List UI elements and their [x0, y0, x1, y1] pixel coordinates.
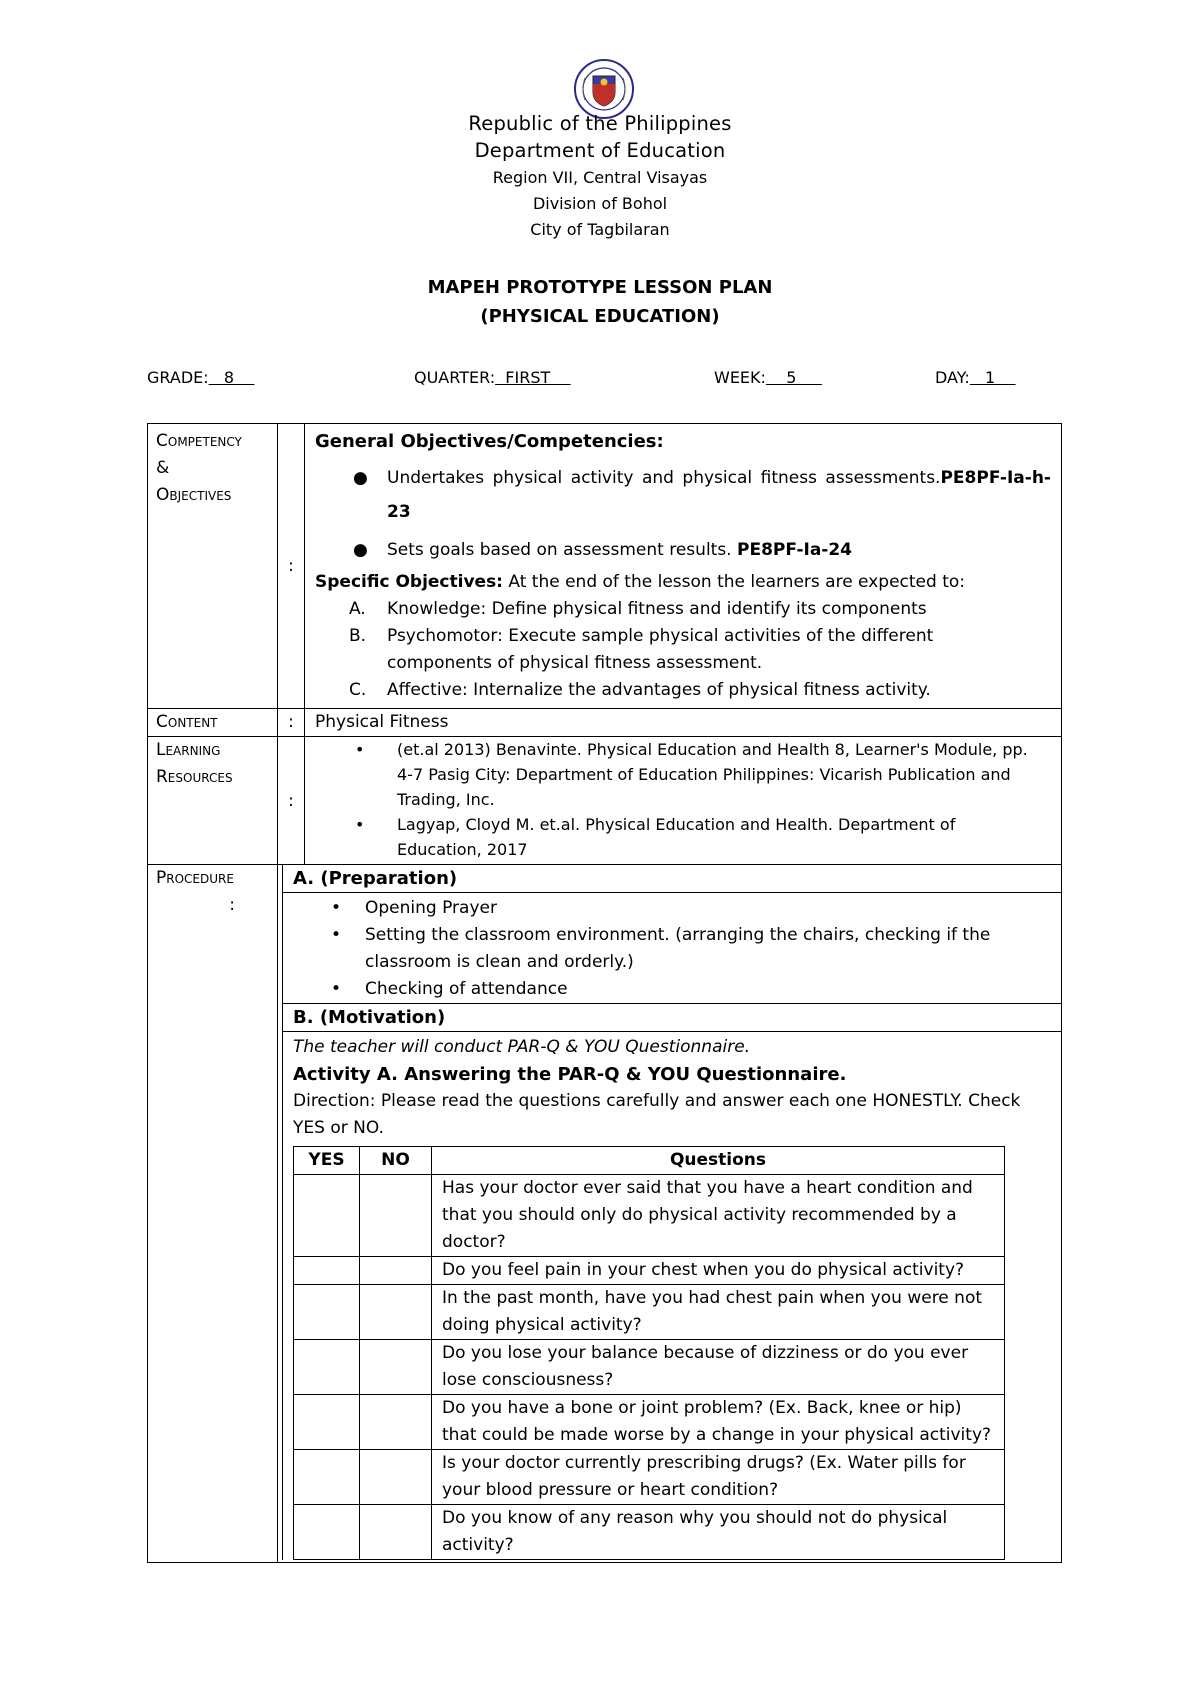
no-checkbox-cell[interactable] — [360, 1175, 432, 1257]
preparation-item: • Checking of attendance — [293, 976, 1051, 1003]
day-field: DAY: 1 — [935, 368, 1016, 387]
row-resources — [148, 737, 1062, 865]
table-row — [294, 1505, 1005, 1560]
yes-checkbox-cell[interactable] — [294, 1175, 360, 1257]
no-checkbox-cell[interactable] — [360, 1395, 432, 1450]
document-title: MAPEH PROTOTYPE LESSON PLAN — [427, 277, 773, 298]
activity-direction: Direction: Please read the questions carefully and answer each one HONESTLY. Check YES or NO. — [293, 1091, 1021, 1138]
bullet-icon: • — [355, 740, 365, 759]
colon-procedure: : — [229, 895, 235, 915]
yes-checkbox-cell[interactable] — [294, 1340, 360, 1395]
preparation-item: • Opening Prayer — [293, 895, 1051, 922]
resources-content — [305, 737, 1062, 865]
week-field: WEEK: 5 — [714, 368, 822, 387]
lesson-plan-table — [147, 423, 1062, 1563]
table-row — [294, 1285, 1005, 1340]
general-objectives-heading: General Objectives/Competencies: — [315, 431, 664, 452]
bullet-icon: • — [355, 815, 365, 834]
specific-objectives-line: Specific Objectives: At the end of the lesson the learners are expected to: — [315, 572, 965, 592]
yes-checkbox-cell[interactable] — [294, 1257, 360, 1285]
table-row — [294, 1395, 1005, 1450]
colon-content: : — [278, 709, 305, 737]
bullet-icon: ● — [353, 540, 368, 560]
quarter-value: FIRST — [495, 368, 571, 387]
question-text: Do you know of any reason why you should not do physical activity? — [432, 1505, 1005, 1560]
question-text: Do you lose your balance because of dizziness or do you ever lose consciousness? — [432, 1340, 1005, 1395]
specific-objective-item: B. Psychomotor: Execute sample physical activities of the different components of physical fitness assessment. — [349, 626, 934, 673]
grade-value: 8 — [208, 368, 255, 387]
general-objective-item: ● Undertakes physical activity and physical fitness assessments.PE8PF-Ia-h-23 — [315, 461, 1051, 529]
colon-resources: : — [278, 737, 305, 865]
table-row — [294, 1257, 1005, 1285]
resource-item: • Lagyap, Cloyd M. et.al. Physical Education and Health. Department of Education, 2017 — [315, 812, 1051, 862]
label-procedure: Procedure : — [148, 865, 278, 1563]
specific-objective-item: C. Affective: Internalize the advantages of physical fitness activity. — [349, 680, 931, 700]
no-column-header: NO — [360, 1147, 432, 1175]
question-text: In the past month, have you had chest pain when you were not doing physical activity? — [432, 1285, 1005, 1340]
parq-header-row — [294, 1147, 1005, 1175]
label-learning-resources: Learning Resources — [148, 737, 278, 865]
grade-field: GRADE: 8 — [147, 368, 255, 387]
questions-column-header: Questions — [432, 1147, 1005, 1175]
label-competency: Competency & Objectives — [148, 424, 278, 709]
header-region: Region VII, Central Visayas — [492, 168, 708, 187]
table-row — [294, 1175, 1005, 1257]
deped-seal-logo — [573, 58, 635, 120]
no-checkbox-cell[interactable] — [360, 1505, 432, 1560]
no-checkbox-cell[interactable] — [360, 1257, 432, 1285]
row-procedure — [148, 865, 1062, 1563]
parq-table — [293, 1146, 1005, 1560]
question-text: Do you feel pain in your chest when you do physical activity? — [432, 1257, 1005, 1285]
header-city: City of Tagbilaran — [530, 220, 670, 239]
yes-column-header: YES — [294, 1147, 360, 1175]
header-republic: Republic of the Philippines — [468, 112, 732, 135]
day-value: 1 — [969, 368, 1016, 387]
bullet-icon: • — [331, 898, 342, 918]
bullet-icon: • — [331, 925, 342, 945]
question-text: Do you have a bone or joint problem? (Ex. Back, knee or hip) that could be made worse by a change in your physical activity? — [432, 1395, 1005, 1450]
yes-checkbox-cell[interactable] — [294, 1395, 360, 1450]
yes-checkbox-cell[interactable] — [294, 1285, 360, 1340]
motivation-intro: The teacher will conduct PAR-Q & YOU Questionnaire. — [293, 1037, 751, 1057]
yes-checkbox-cell[interactable] — [294, 1505, 360, 1560]
header-division: Division of Bohol — [532, 194, 668, 213]
bullet-icon: ● — [353, 468, 368, 488]
bullet-icon: • — [331, 979, 342, 999]
procedure-content — [278, 865, 1062, 1563]
table-row — [294, 1450, 1005, 1505]
yes-checkbox-cell[interactable] — [294, 1450, 360, 1505]
preparation-item: • Setting the classroom environment. (arranging the chairs, checking if the classroom is clean and orderly.) — [293, 922, 1051, 976]
row-content — [148, 709, 1062, 737]
colon-competency: : — [278, 424, 305, 709]
no-checkbox-cell[interactable] — [360, 1340, 432, 1395]
motivation-content — [282, 1032, 1061, 1560]
competency-content — [305, 424, 1062, 709]
activity-title: Activity A. Answering the PAR-Q & YOU Questionnaire. — [293, 1064, 847, 1085]
preparation-list — [282, 893, 1061, 1004]
specific-objective-item: A. Knowledge: Define physical fitness and identify its components — [349, 599, 927, 619]
question-text: Is your doctor currently prescribing drugs? (Ex. Water pills for your blood pressure or heart condition? — [432, 1450, 1005, 1505]
general-objective-item: ● Sets goals based on assessment results. PE8PF-Ia-24 — [315, 533, 1051, 567]
header-department: Department of Education — [474, 139, 726, 162]
week-value: 5 — [765, 368, 822, 387]
quarter-field: QUARTER: FIRST — [414, 368, 571, 387]
label-content: Content — [148, 709, 278, 737]
question-text: Has your doctor ever said that you have a heart condition and that you should only do physical activity recommended by a doctor? — [432, 1175, 1005, 1257]
no-checkbox-cell[interactable] — [360, 1285, 432, 1340]
table-row — [294, 1340, 1005, 1395]
document-subtitle: (PHYSICAL EDUCATION) — [480, 306, 720, 327]
resource-item: • (et.al 2013) Benavinte. Physical Education and Health 8, Learner's Module, pp. 4-7 Pasig City: Department of Education Philippines: Vicarish Publication and Trading, Inc. — [315, 737, 1051, 812]
content-value: Physical Fitness — [305, 709, 1062, 737]
no-checkbox-cell[interactable] — [360, 1450, 432, 1505]
preparation-heading: A. (Preparation) — [282, 865, 1061, 893]
row-competency — [148, 424, 1062, 709]
motivation-heading: B. (Motivation) — [282, 1004, 1061, 1032]
